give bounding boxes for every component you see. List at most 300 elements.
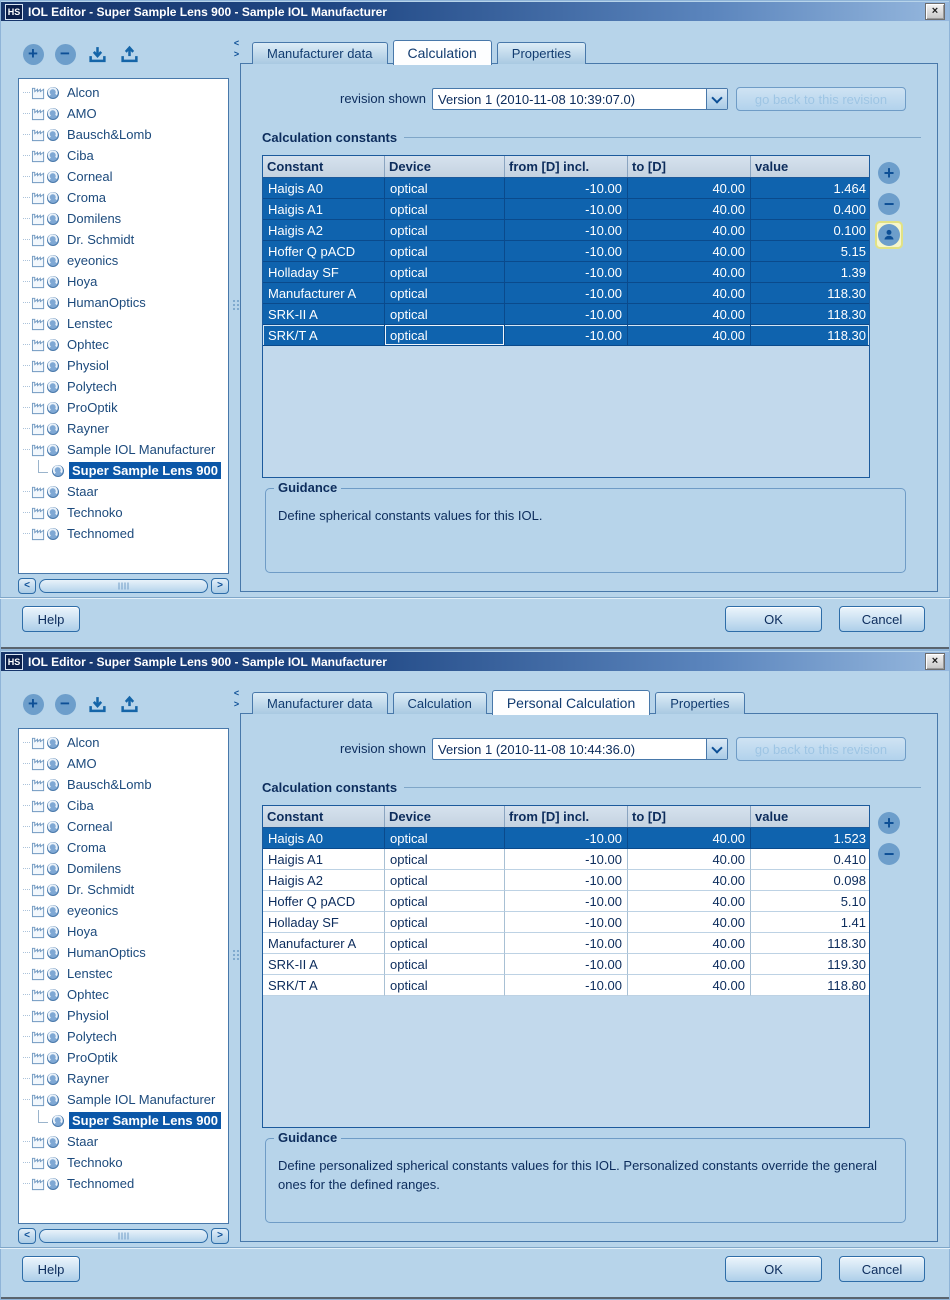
tree-item[interactable] bbox=[19, 1005, 228, 1026]
tree-item[interactable] bbox=[19, 502, 228, 523]
chevron-down-icon bbox=[711, 742, 722, 753]
device-cell[interactable]: optical bbox=[385, 849, 505, 870]
factory-icon bbox=[31, 799, 46, 813]
table-header-cell[interactable]: to [D] bbox=[628, 806, 751, 827]
to-cell[interactable]: 40.00 bbox=[628, 199, 751, 220]
tree-item-label: Rayner bbox=[67, 1071, 109, 1086]
export-icon bbox=[120, 695, 139, 714]
device-cell[interactable]: optical bbox=[385, 178, 505, 199]
lens-icon bbox=[46, 988, 60, 1002]
lens-icon bbox=[46, 1093, 60, 1107]
device-cell[interactable]: optical bbox=[385, 241, 505, 262]
guidance-title: Guidance bbox=[274, 1130, 341, 1145]
factory-icon bbox=[31, 904, 46, 918]
tree-item[interactable] bbox=[19, 523, 228, 544]
tree-item-label: Corneal bbox=[67, 169, 113, 184]
value-cell[interactable]: 0.098 bbox=[751, 870, 870, 891]
tree-item[interactable] bbox=[19, 795, 228, 816]
tree-connector bbox=[23, 837, 30, 848]
tab-bar bbox=[252, 39, 591, 64]
table-row[interactable] bbox=[263, 325, 869, 346]
to-cell[interactable]: 40.00 bbox=[628, 891, 751, 912]
lens-icon bbox=[46, 212, 60, 226]
device-cell[interactable]: optical bbox=[385, 891, 505, 912]
tree-connector bbox=[23, 1026, 30, 1037]
tree-item-label: Alcon bbox=[67, 85, 100, 100]
table-header-cell[interactable]: from [D] incl. bbox=[505, 156, 628, 177]
from-cell[interactable]: -10.00 bbox=[505, 975, 628, 996]
expand-right-icon[interactable]: > bbox=[233, 699, 240, 709]
personalize-constant-button[interactable] bbox=[875, 221, 903, 249]
to-cell[interactable]: 40.00 bbox=[628, 304, 751, 325]
factory-icon bbox=[31, 1156, 46, 1170]
from-cell[interactable]: -10.00 bbox=[505, 828, 628, 849]
value-cell[interactable]: 1.464 bbox=[751, 178, 870, 199]
tab-bar bbox=[252, 689, 750, 714]
tree-item[interactable] bbox=[19, 439, 228, 460]
expand-right-icon[interactable]: > bbox=[233, 49, 240, 59]
value-cell[interactable]: 118.30 bbox=[751, 933, 870, 954]
lens-icon bbox=[46, 1135, 60, 1149]
value-cell[interactable]: 0.100 bbox=[751, 220, 870, 241]
tree-item-label: Lenstec bbox=[67, 966, 113, 981]
factory-icon bbox=[31, 317, 46, 331]
from-cell[interactable]: -10.00 bbox=[505, 241, 628, 262]
ok-button[interactable]: OK bbox=[725, 606, 822, 632]
from-cell[interactable]: -10.00 bbox=[505, 870, 628, 891]
lens-icon bbox=[46, 946, 60, 960]
tree-item-label: Physiol bbox=[67, 358, 109, 373]
lens-icon bbox=[46, 967, 60, 981]
tree-item[interactable] bbox=[19, 942, 228, 963]
guidance-group bbox=[265, 480, 906, 573]
from-cell[interactable]: -10.00 bbox=[505, 199, 628, 220]
tree-item[interactable] bbox=[19, 732, 228, 753]
lens-icon bbox=[46, 841, 60, 855]
tree-item-label: Physiol bbox=[67, 1008, 109, 1023]
tree-item[interactable] bbox=[19, 774, 228, 795]
device-cell[interactable]: optical bbox=[385, 975, 505, 996]
table-row[interactable] bbox=[263, 220, 869, 241]
tree-item[interactable] bbox=[19, 271, 228, 292]
tree-item[interactable] bbox=[19, 963, 228, 984]
factory-icon bbox=[31, 275, 46, 289]
tab[interactable]: Properties bbox=[497, 42, 586, 64]
value-cell[interactable]: 5.15 bbox=[751, 241, 870, 262]
table-body bbox=[263, 828, 869, 996]
collapse-left-icon[interactable]: < bbox=[233, 38, 240, 48]
table-row[interactable] bbox=[263, 199, 869, 220]
tree-connector bbox=[23, 963, 30, 974]
collapse-left-icon[interactable]: < bbox=[233, 688, 240, 698]
table-row[interactable] bbox=[263, 954, 869, 975]
factory-icon bbox=[31, 1009, 46, 1023]
add-constant-button[interactable]: + bbox=[875, 159, 903, 187]
tree-item[interactable] bbox=[19, 418, 228, 439]
close-button[interactable] bbox=[925, 653, 945, 670]
tree-item-label: Super Sample Lens 900 bbox=[69, 462, 221, 479]
revision-combobox[interactable] bbox=[432, 738, 728, 760]
import-button[interactable] bbox=[86, 693, 108, 715]
lens-icon bbox=[46, 1072, 60, 1086]
factory-icon bbox=[31, 967, 46, 981]
from-cell[interactable]: -10.00 bbox=[505, 304, 628, 325]
scrollbar-track[interactable] bbox=[39, 1229, 208, 1243]
go-back-to-revision-button[interactable]: go back to this revision bbox=[736, 87, 906, 111]
table-header-cell[interactable]: Constant bbox=[263, 806, 385, 827]
scroll-left-button[interactable] bbox=[18, 1228, 36, 1244]
plus-icon: + bbox=[23, 694, 44, 715]
from-cell[interactable]: -10.00 bbox=[505, 220, 628, 241]
value-cell[interactable]: 119.30 bbox=[751, 954, 870, 975]
tree-item[interactable] bbox=[19, 921, 228, 942]
to-cell[interactable]: 40.00 bbox=[628, 828, 751, 849]
tree-item[interactable] bbox=[19, 753, 228, 774]
table-row[interactable] bbox=[263, 241, 869, 262]
device-cell[interactable]: optical bbox=[385, 304, 505, 325]
factory-icon bbox=[31, 233, 46, 247]
from-cell[interactable]: -10.00 bbox=[505, 954, 628, 975]
tree-item[interactable] bbox=[19, 879, 228, 900]
constant-cell[interactable]: Hoffer Q pACD bbox=[263, 891, 385, 912]
tree-item[interactable] bbox=[19, 1089, 228, 1110]
scroll-right-button[interactable] bbox=[211, 1228, 229, 1244]
lens-icon bbox=[46, 1177, 60, 1191]
constant-cell[interactable]: SRK-II A bbox=[263, 304, 385, 325]
factory-icon bbox=[31, 485, 46, 499]
title-bar bbox=[1, 652, 949, 671]
tab[interactable]: Calculation bbox=[393, 692, 487, 714]
table-row[interactable] bbox=[263, 828, 869, 849]
from-cell[interactable]: -10.00 bbox=[505, 178, 628, 199]
to-cell[interactable]: 40.00 bbox=[628, 975, 751, 996]
close-icon: × bbox=[931, 5, 939, 17]
from-cell[interactable]: -10.00 bbox=[505, 912, 628, 933]
constant-cell[interactable]: Haigis A1 bbox=[263, 849, 385, 870]
calculation-constants-group bbox=[262, 130, 921, 145]
factory-icon bbox=[31, 149, 46, 163]
lens-icon bbox=[46, 1030, 60, 1044]
table-header-cell[interactable]: Device bbox=[385, 806, 505, 827]
device-cell[interactable]: optical bbox=[385, 199, 505, 220]
to-cell[interactable]: 40.00 bbox=[628, 870, 751, 891]
device-cell[interactable]: optical bbox=[385, 220, 505, 241]
table-header-cell[interactable]: to [D] bbox=[628, 156, 751, 177]
tree-item-label: Sample IOL Manufacturer bbox=[67, 442, 216, 457]
cancel-button[interactable]: Cancel bbox=[839, 1256, 925, 1282]
tab[interactable]: Calculation bbox=[393, 40, 492, 65]
constant-cell[interactable]: Manufacturer A bbox=[263, 933, 385, 954]
tree-item-label: ProOptik bbox=[67, 400, 118, 415]
tree-item-label: ProOptik bbox=[67, 1050, 118, 1065]
lens-icon bbox=[46, 254, 60, 268]
device-cell[interactable]: optical bbox=[385, 912, 505, 933]
from-cell[interactable]: -10.00 bbox=[505, 325, 628, 346]
from-cell[interactable]: -10.00 bbox=[505, 891, 628, 912]
from-cell[interactable]: -10.00 bbox=[505, 283, 628, 304]
to-cell[interactable]: 40.00 bbox=[628, 220, 751, 241]
value-cell[interactable]: 5.10 bbox=[751, 891, 870, 912]
tree-item[interactable] bbox=[19, 481, 228, 502]
value-cell[interactable]: 118.30 bbox=[751, 304, 870, 325]
tree-connector bbox=[23, 984, 30, 995]
tree-item[interactable] bbox=[19, 858, 228, 879]
tree-item[interactable] bbox=[19, 1047, 228, 1068]
table-row[interactable] bbox=[263, 178, 869, 199]
combobox-dropdown-button[interactable] bbox=[706, 89, 727, 109]
lens-icon bbox=[51, 464, 65, 478]
remove-manufacturer-button[interactable] bbox=[54, 693, 76, 715]
lens-icon bbox=[46, 128, 60, 142]
lens-icon bbox=[46, 338, 60, 352]
factory-icon bbox=[31, 506, 46, 520]
app-logo-icon: HS bbox=[5, 4, 23, 20]
tree-item[interactable] bbox=[19, 900, 228, 921]
combobox-dropdown-button[interactable] bbox=[706, 739, 727, 759]
to-cell[interactable]: 40.00 bbox=[628, 325, 751, 346]
tree-connector bbox=[23, 145, 30, 156]
table-row[interactable] bbox=[263, 262, 869, 283]
cancel-button[interactable]: Cancel bbox=[839, 606, 925, 632]
tree-item[interactable] bbox=[19, 313, 228, 334]
factory-icon bbox=[31, 988, 46, 1002]
group-title-rule bbox=[404, 787, 921, 788]
tree-item[interactable] bbox=[19, 1173, 228, 1194]
tree-item[interactable] bbox=[19, 816, 228, 837]
tree-item[interactable] bbox=[19, 334, 228, 355]
value-cell[interactable]: 118.30 bbox=[751, 283, 870, 304]
to-cell[interactable]: 40.00 bbox=[628, 933, 751, 954]
to-cell[interactable]: 40.00 bbox=[628, 262, 751, 283]
device-cell[interactable]: optical bbox=[385, 870, 505, 891]
table-header-cell[interactable]: Constant bbox=[263, 156, 385, 177]
import-icon bbox=[88, 695, 107, 714]
tree-item[interactable] bbox=[19, 837, 228, 858]
iol-editor-window-personal-calculation bbox=[0, 650, 950, 1300]
tree-item[interactable] bbox=[19, 145, 228, 166]
constant-cell[interactable]: Manufacturer A bbox=[263, 283, 385, 304]
factory-icon bbox=[31, 86, 46, 100]
remove-constant-button[interactable]: − bbox=[875, 840, 903, 868]
constant-cell[interactable]: Hoffer Q pACD bbox=[263, 241, 385, 262]
ok-button[interactable]: OK bbox=[725, 1256, 822, 1282]
constant-cell[interactable]: SRK-II A bbox=[263, 954, 385, 975]
tree-connector bbox=[23, 921, 30, 932]
to-cell[interactable]: 40.00 bbox=[628, 241, 751, 262]
to-cell[interactable]: 40.00 bbox=[628, 283, 751, 304]
import-button[interactable] bbox=[86, 43, 108, 65]
factory-icon bbox=[31, 925, 46, 939]
tree-item[interactable] bbox=[19, 124, 228, 145]
tree-item[interactable] bbox=[19, 1152, 228, 1173]
to-cell[interactable]: 40.00 bbox=[628, 912, 751, 933]
minus-icon: − bbox=[55, 44, 76, 65]
help-button[interactable]: Help bbox=[22, 606, 80, 632]
from-cell[interactable]: -10.00 bbox=[505, 262, 628, 283]
factory-icon bbox=[31, 170, 46, 184]
tree-item[interactable] bbox=[19, 355, 228, 376]
tree-connector bbox=[23, 187, 30, 198]
lens-icon bbox=[46, 422, 60, 436]
scrollbar-thumb[interactable] bbox=[39, 579, 208, 593]
constant-cell[interactable]: SRK/T A bbox=[263, 975, 385, 996]
tab-content-panel bbox=[240, 713, 938, 1242]
table-header-cell[interactable]: Device bbox=[385, 156, 505, 177]
remove-manufacturer-button[interactable] bbox=[54, 43, 76, 65]
constant-cell[interactable]: Holladay SF bbox=[263, 912, 385, 933]
tab[interactable]: Manufacturer data bbox=[252, 42, 388, 64]
chevron-down-icon bbox=[711, 92, 722, 103]
window-title: IOL Editor - Super Sample Lens 900 - Sample IOL Manufacturer bbox=[28, 4, 387, 19]
tree-item[interactable] bbox=[19, 1110, 228, 1131]
tree-item[interactable] bbox=[19, 250, 228, 271]
tree-item[interactable] bbox=[19, 984, 228, 1005]
value-cell[interactable]: 1.523 bbox=[751, 828, 870, 849]
tree-item[interactable] bbox=[19, 376, 228, 397]
value-cell[interactable]: 1.39 bbox=[751, 262, 870, 283]
tree-item[interactable] bbox=[19, 460, 228, 481]
close-button[interactable] bbox=[925, 3, 945, 20]
constant-cell[interactable]: Haigis A0 bbox=[263, 828, 385, 849]
tree-item-label: eyeonics bbox=[67, 903, 119, 918]
tree-item[interactable] bbox=[19, 187, 228, 208]
remove-constant-button[interactable]: − bbox=[875, 190, 903, 218]
factory-icon bbox=[31, 338, 46, 352]
guidance-title: Guidance bbox=[274, 480, 341, 495]
constant-cell[interactable]: Holladay SF bbox=[263, 262, 385, 283]
scroll-left-button[interactable] bbox=[18, 578, 36, 594]
tab-content-panel bbox=[240, 63, 938, 592]
scrollbar-track[interactable] bbox=[39, 579, 208, 593]
value-cell[interactable]: 0.410 bbox=[751, 849, 870, 870]
to-cell[interactable]: 40.00 bbox=[628, 849, 751, 870]
table-row[interactable] bbox=[263, 849, 869, 870]
factory-icon bbox=[31, 254, 46, 268]
from-cell[interactable]: -10.00 bbox=[505, 849, 628, 870]
table-row[interactable] bbox=[263, 933, 869, 954]
tree-item[interactable] bbox=[19, 292, 228, 313]
tree-item[interactable] bbox=[19, 82, 228, 103]
help-button[interactable]: Help bbox=[22, 1256, 80, 1282]
tree-item-label: Technomed bbox=[67, 1176, 135, 1191]
tree-toolbar bbox=[22, 693, 140, 715]
value-cell[interactable]: 0.400 bbox=[751, 199, 870, 220]
device-cell[interactable]: optical bbox=[385, 828, 505, 849]
add-constant-button[interactable]: + bbox=[875, 809, 903, 837]
table-row[interactable] bbox=[263, 283, 869, 304]
tree-connector bbox=[23, 523, 30, 534]
tree-item-label: Staar bbox=[67, 484, 99, 499]
tree-connector bbox=[23, 1131, 30, 1142]
tree-connector bbox=[23, 229, 30, 240]
tab[interactable]: Personal Calculation bbox=[492, 690, 650, 715]
to-cell[interactable]: 40.00 bbox=[628, 954, 751, 975]
tree-item-label: Ophtec bbox=[67, 337, 109, 352]
tree-item[interactable] bbox=[19, 103, 228, 124]
chevron-right-icon: > bbox=[217, 580, 223, 591]
tree-horizontal-scrollbar[interactable] bbox=[18, 578, 229, 594]
value-cell[interactable]: 118.80 bbox=[751, 975, 870, 996]
device-cell[interactable]: optical bbox=[385, 325, 505, 346]
add-manufacturer-button[interactable] bbox=[22, 43, 44, 65]
tab[interactable]: Manufacturer data bbox=[252, 692, 388, 714]
constants-table bbox=[262, 805, 870, 1128]
tree-item[interactable] bbox=[19, 229, 228, 250]
constant-cell[interactable]: Haigis A1 bbox=[263, 199, 385, 220]
tree-horizontal-scrollbar[interactable] bbox=[18, 1228, 229, 1244]
tree-connector bbox=[23, 1047, 30, 1058]
table-header-cell[interactable]: value bbox=[755, 159, 789, 174]
tree-item-label: Polytech bbox=[67, 379, 117, 394]
table-header-cell[interactable]: value bbox=[755, 809, 789, 824]
tree-item[interactable] bbox=[19, 208, 228, 229]
table-row[interactable] bbox=[263, 912, 869, 933]
device-cell[interactable]: optical bbox=[385, 933, 505, 954]
revision-combobox[interactable] bbox=[432, 88, 728, 110]
tree-item-label: Alcon bbox=[67, 735, 100, 750]
tree-connector bbox=[23, 795, 30, 806]
close-icon: × bbox=[931, 655, 939, 667]
table-row[interactable] bbox=[263, 870, 869, 891]
table-header-cell[interactable]: from [D] incl. bbox=[505, 806, 628, 827]
constant-cell[interactable]: Haigis A0 bbox=[263, 178, 385, 199]
lens-icon bbox=[46, 380, 60, 394]
table-row[interactable] bbox=[263, 891, 869, 912]
scrollbar-thumb[interactable] bbox=[39, 1229, 208, 1243]
device-cell[interactable]: optical bbox=[385, 262, 505, 283]
device-cell[interactable]: optical bbox=[385, 283, 505, 304]
value-cell[interactable]: 118.30 bbox=[751, 325, 870, 346]
constants-table bbox=[262, 155, 870, 478]
tree-connector bbox=[23, 1152, 30, 1163]
value-cell[interactable]: 1.41 bbox=[751, 912, 870, 933]
constant-cell[interactable]: Haigis A2 bbox=[263, 220, 385, 241]
factory-icon bbox=[31, 1072, 46, 1086]
export-button[interactable] bbox=[118, 43, 140, 65]
lens-icon bbox=[46, 401, 60, 415]
footer-separator bbox=[0, 1247, 950, 1249]
tree-item[interactable] bbox=[19, 166, 228, 187]
constant-cell[interactable]: Haigis A2 bbox=[263, 870, 385, 891]
factory-icon bbox=[31, 401, 46, 415]
minus-icon: − bbox=[55, 694, 76, 715]
tab[interactable]: Properties bbox=[655, 692, 744, 714]
tree-item[interactable] bbox=[19, 1068, 228, 1089]
lens-icon bbox=[46, 778, 60, 792]
lens-icon bbox=[46, 925, 60, 939]
table-row[interactable] bbox=[263, 304, 869, 325]
tree-item[interactable] bbox=[19, 397, 228, 418]
to-cell[interactable]: 40.00 bbox=[628, 178, 751, 199]
factory-icon bbox=[31, 107, 46, 121]
lens-icon bbox=[46, 275, 60, 289]
tree-item-label: Hoya bbox=[67, 274, 98, 289]
export-button[interactable] bbox=[118, 693, 140, 715]
tree-item-label: Bausch&Lomb bbox=[67, 777, 152, 792]
person-icon bbox=[882, 228, 896, 242]
tree-toolbar bbox=[22, 43, 140, 65]
add-manufacturer-button[interactable] bbox=[22, 693, 44, 715]
from-cell[interactable]: -10.00 bbox=[505, 933, 628, 954]
table-row[interactable] bbox=[263, 975, 869, 996]
tree-item-label: Dr. Schmidt bbox=[67, 882, 135, 897]
tree-item[interactable] bbox=[19, 1026, 228, 1047]
scroll-right-button[interactable] bbox=[211, 578, 229, 594]
tree-item[interactable] bbox=[19, 1131, 228, 1152]
constant-cell[interactable]: SRK/T A bbox=[263, 325, 385, 346]
device-cell[interactable]: optical bbox=[385, 954, 505, 975]
go-back-to-revision-button[interactable]: go back to this revision bbox=[736, 737, 906, 761]
